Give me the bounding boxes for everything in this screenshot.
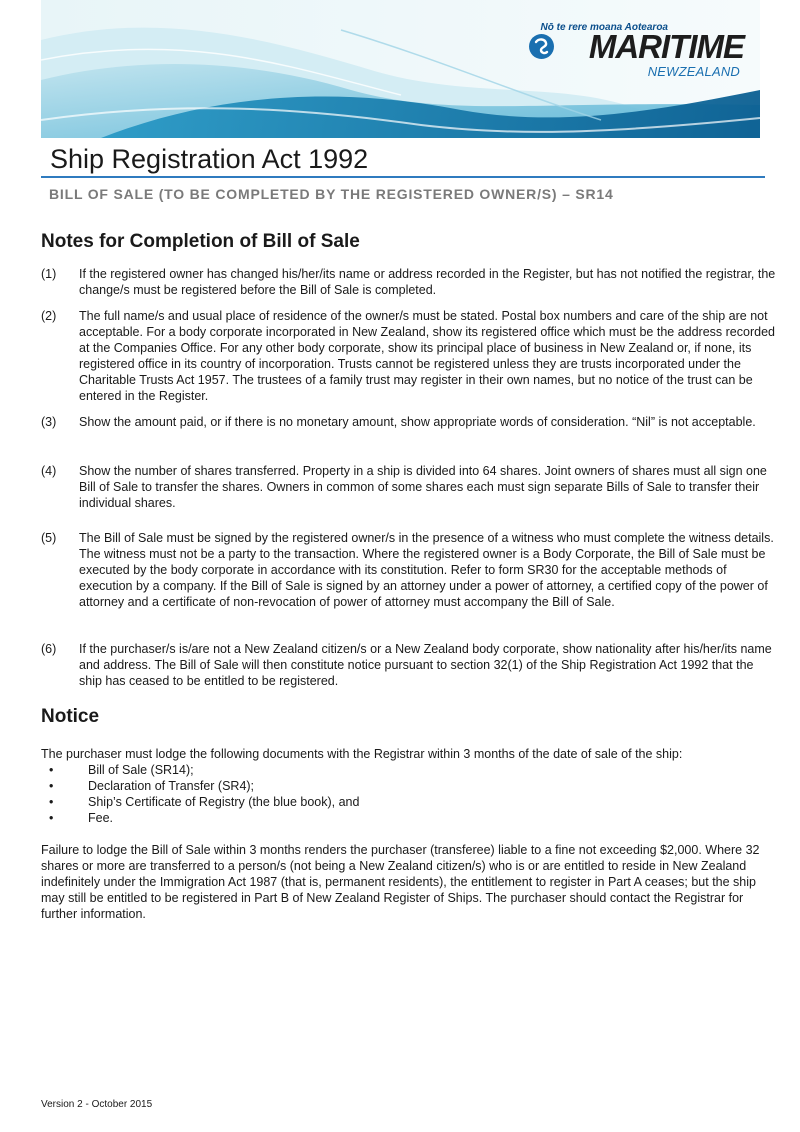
note-text: The full name/s and usual place of residence of the owner/s must be stated. Postal box numbers and care of the ship are not acceptable. For a body corporate incorporated in New Zealand, show its registered office which must be the address recorded at the Companies Office. For any other body corporate, show its principal place of business in New Zealand or, if none, its registered office in its country of incorporation. Trusts cannot be registered unless they are trusts incorporated under the Charitable Trusts Act 1957. The trustees of a family trust may register in their own names, but no notice of the trust can be entered in the Register.: [79, 309, 775, 403]
note-text: The Bill of Sale must be signed by the registered owner/s in the presence of a witness who must complete the witness details. The witness must not be a party to the transaction. Where the registered owner is a Body Corporate, the Bill of Sale must be executed by the body corporate in accordance with its constitution. Refer to form SR30 for the acceptable methods of execution by a company. If the Bill of Sale is signed by an attorney under a power of attorney, a certified copy of the power of attorney and a certificate of non-revocation of power of attorney must accompany the Bill of Sale.: [79, 531, 774, 609]
bullet-icon: •: [49, 795, 54, 809]
bullet-icon: •: [49, 763, 54, 777]
note-number: (4): [41, 464, 57, 478]
notice-intro: The purchaser must lodge the following documents with the Registrar within 3 months of the date of sale of the ship:: [41, 747, 683, 761]
note-number: (2): [41, 309, 57, 323]
logo-wordmark: MARITIME: [588, 28, 744, 65]
form-subtitle: BILL OF SALE (TO BE COMPLETED BY THE REGISTERED OWNER/S) – SR14: [49, 186, 614, 202]
notes-heading: Notes for Completion of Bill of Sale: [41, 231, 360, 252]
note-1: [41, 266, 776, 298]
list-item: [41, 778, 741, 794]
maritime-emblem-icon: [528, 33, 555, 60]
note-text: If the purchaser/s is/are not a New Zealand citizen/s or a New Zealand body corporate, show nationality after his/her/its name and address. The Bill of Sale will then constitute notice pursuant to section 32(1) of the Ship Registration Act 1992 that the ship has ceased to be entitled to be registered.: [79, 642, 772, 688]
note-text: If the registered owner has changed his/her/its name or address recorded in the Register, but has not notified the registrar, the change/s must be registered before the Bill of Sale is completed.: [79, 267, 776, 297]
bullet-icon: •: [49, 779, 54, 793]
list-item-text: Bill of Sale (SR14);: [88, 763, 194, 777]
notice-document-list: [41, 762, 741, 826]
notice-heading: Notice: [41, 706, 100, 727]
list-item: [41, 810, 741, 826]
title-divider: [41, 176, 765, 178]
note-number: (6): [41, 642, 57, 656]
list-item-text: Declaration of Transfer (SR4);: [88, 779, 255, 793]
logo-subtext: NEWZEALAND: [647, 64, 740, 79]
note-number: (5): [41, 531, 57, 545]
notice-paragraph: Failure to lodge the Bill of Sale within 3 months renders the purchaser (transferee) liable to a fine not exceeding $2,000. Where 32 shares or more are transferred to a person/s (not being a New Zealand citizen/s) who is or are entitled to reside in New Zealand indefinitely under the Immigration Act 1987 (that is, permanent residents), the entitlement to register in Part A ceases; but the ship may still be entitled to be registered in Part B of New Zealand Register of Ships. The purchaser should contact the Registrar for further information.: [41, 843, 760, 921]
note-number: (3): [41, 415, 57, 429]
logo-tagline: Nō te rere moana Aotearoa: [540, 22, 668, 33]
list-item-text: Ship’s Certificate of Registry (the blue book), and: [88, 795, 360, 809]
version-footer: Version 2 - October 2015: [41, 1099, 153, 1110]
list-item-text: Fee.: [88, 811, 114, 825]
list-item: [41, 794, 741, 810]
list-item: [41, 762, 741, 778]
note-text: Show the number of shares transferred. Property in a ship is divided into 64 shares. Joint owners of shares must all sign one Bill of Sale to transfer the shares. Owners in common of some shares each must sign separate Bills of Sale to transfer their individual shares.: [79, 464, 767, 510]
note-text: Show the amount paid, or if there is no monetary amount, show appropriate words of consideration. “Nil” is not acceptable.: [79, 415, 756, 429]
note-3: [41, 414, 776, 430]
note-number: (1): [41, 267, 57, 281]
note-6: [41, 641, 776, 689]
bullet-icon: •: [49, 811, 54, 825]
page-title: Ship Registration Act 1992: [50, 144, 369, 174]
note-2: [41, 308, 776, 404]
note-4: [41, 463, 776, 511]
note-5: [41, 530, 776, 610]
header-banner: [41, 0, 760, 138]
maritime-nz-logo: [520, 0, 760, 100]
